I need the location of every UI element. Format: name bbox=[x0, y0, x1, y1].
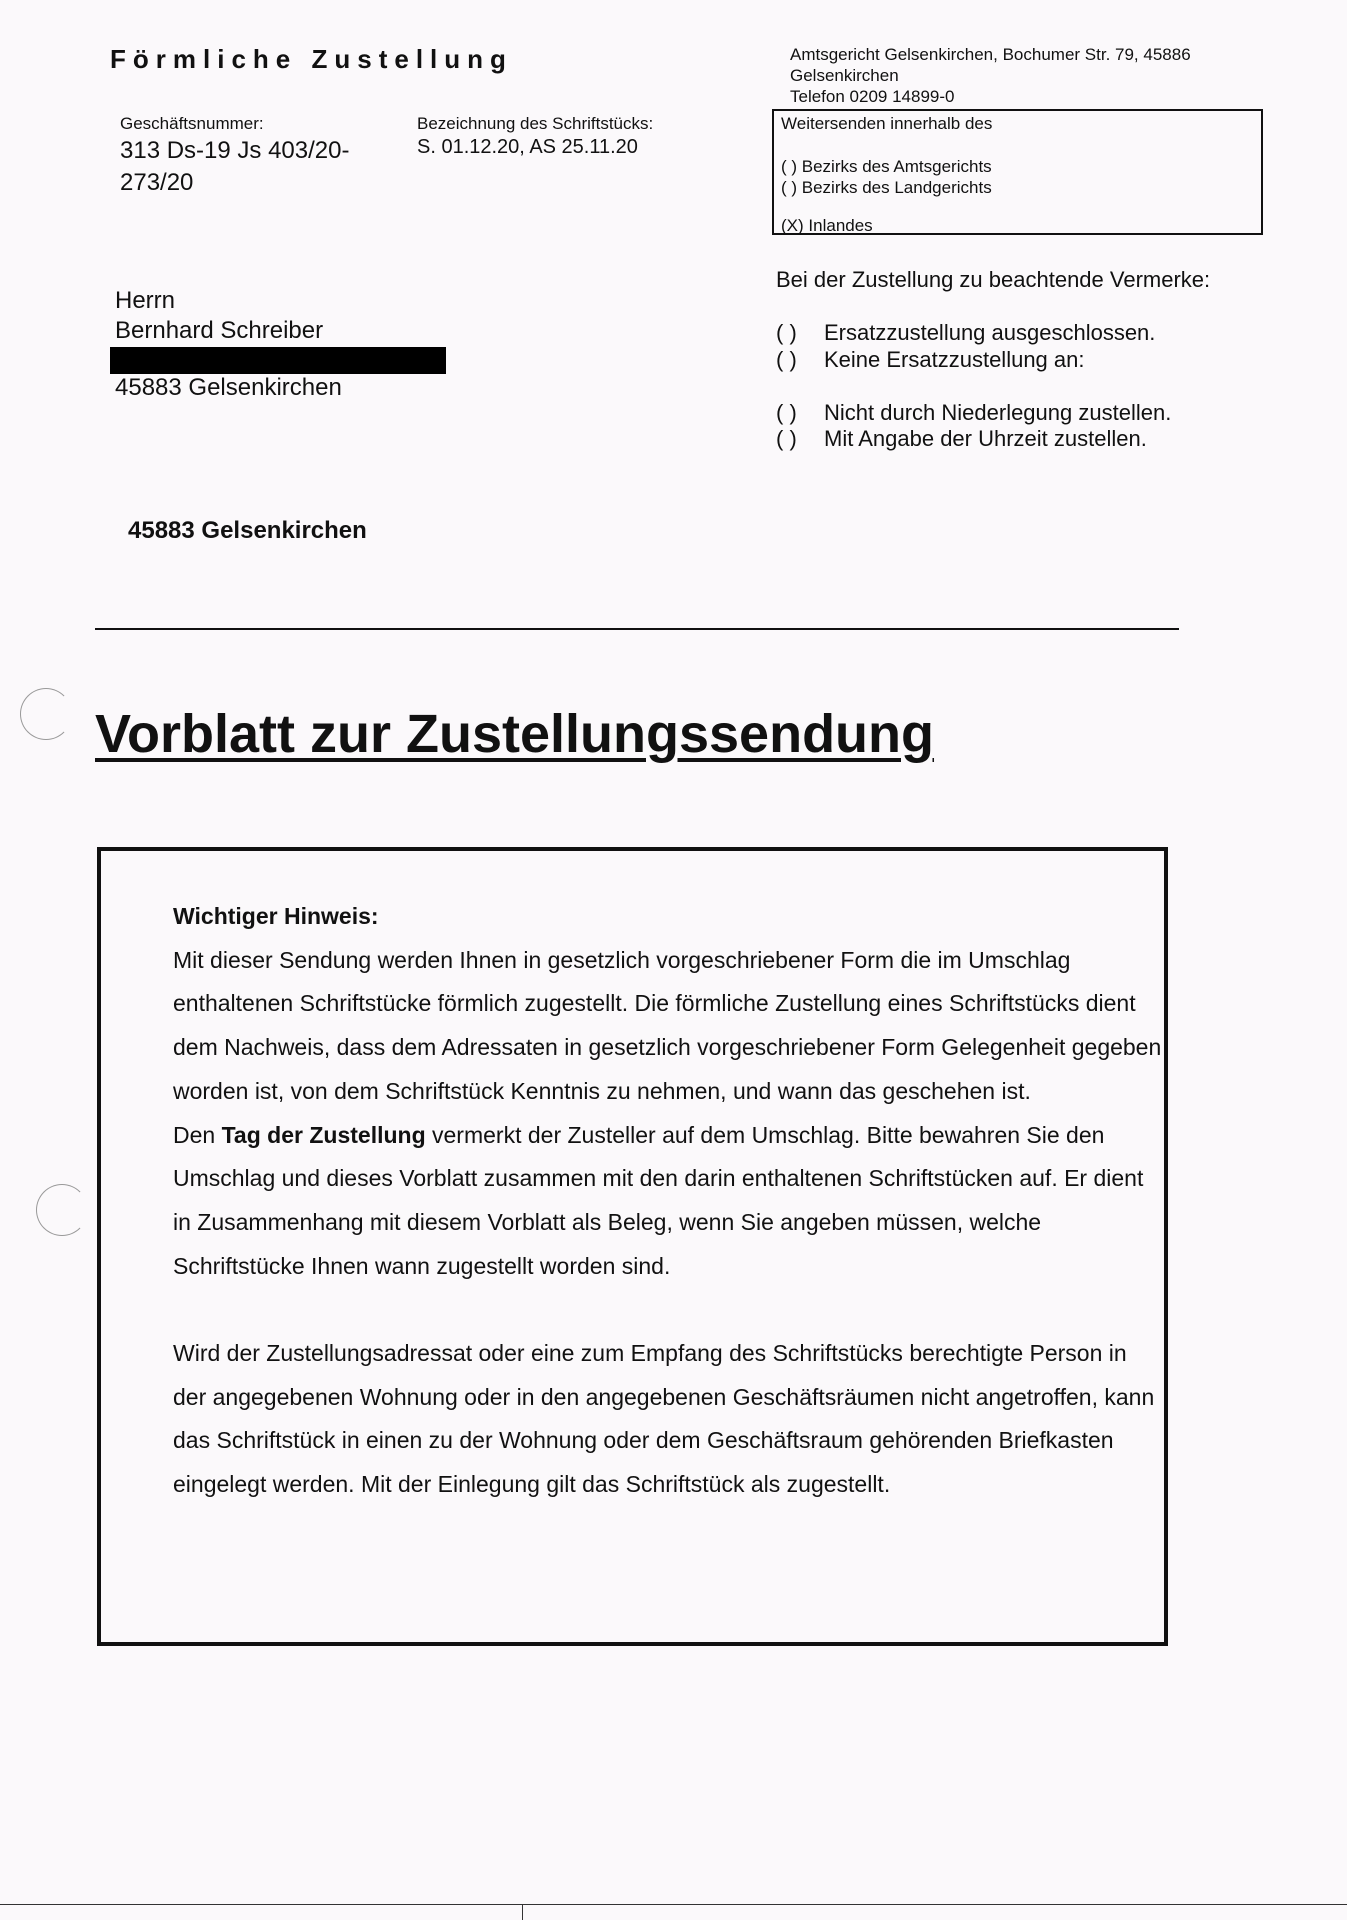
notice-paragraph-2-end: vermerkt der Zusteller auf dem Umschlag. Bitte bewahren Sie den Umschlag und dieses Vorblatt zusammen mit den darin enthaltenen Schriftstücken auf. Er dient in Zusammenhang mit diesem Vorblatt als Beleg, wenn Sie angeben müssen, welche Schriftstücke Ihnen wann zugestellt worden sind. bbox=[173, 1121, 1144, 1279]
bottom-edge-tick bbox=[522, 1904, 523, 1920]
document-value: S. 01.12.20, AS 25.11.20 bbox=[417, 136, 638, 158]
delivery-note-text: Keine Ersatzzustellung an: bbox=[824, 347, 1085, 372]
notice-paragraph-2-emphasis: Tag der Zustellung bbox=[221, 1121, 426, 1148]
delivery-note-item bbox=[776, 426, 1147, 452]
notice-text bbox=[173, 895, 1163, 1507]
forwarding-option-landgericht: ( ) Bezirks des Landgerichts bbox=[781, 178, 992, 197]
case-number-label: Geschäftsnummer: bbox=[120, 114, 264, 133]
delivery-note-text: Ersatzzustellung ausgeschlossen. bbox=[824, 320, 1156, 345]
redaction-bar bbox=[110, 347, 446, 374]
case-number-value bbox=[120, 135, 380, 199]
recipient-name: Bernhard Schreiber bbox=[115, 317, 324, 344]
paragraph-spacer bbox=[173, 1288, 1163, 1332]
punch-hole bbox=[36, 1184, 88, 1236]
forwarding-inlandes-mark: (X) bbox=[781, 216, 804, 235]
court-address-line-1: Amtsgericht Gelsenkirchen, Bochumer Str. 79, 45886 bbox=[790, 45, 1191, 64]
notice-paragraph-2 bbox=[173, 1114, 1163, 1289]
delivery-note-text: Mit Angabe der Uhrzeit zustellen. bbox=[824, 426, 1147, 451]
bottom-edge-line bbox=[0, 1904, 1347, 1905]
document-label: Bezeichnung des Schriftstücks: bbox=[417, 114, 654, 133]
forwarding-option-inlandes bbox=[781, 216, 873, 236]
court-address-line-2: Gelsenkirchen bbox=[790, 66, 899, 85]
court-address-block bbox=[790, 44, 1250, 107]
delivery-note-mark: ( ) bbox=[776, 347, 797, 372]
forwarding-title: Weitersenden innerhalb des bbox=[781, 114, 993, 133]
delivery-note-mark: ( ) bbox=[776, 320, 797, 345]
delivery-note-item bbox=[776, 400, 1171, 426]
recipient-city: 45883 Gelsenkirchen bbox=[115, 374, 342, 401]
delivery-note-mark: ( ) bbox=[776, 400, 797, 425]
notice-paragraph-1: Mit dieser Sendung werden Ihnen in gesetzlich vorgeschriebener Form die im Umschlag enthaltenen Schriftstücke förmlich zugestellt. Die förmliche Zustellung eines Schriftstücks dient dem Nachweis, dass dem Adressaten in gesetzlich vorgeschriebener Form Gelegenheit gegeben worden ist, von dem Schriftstück Kenntnis zu nehmen, und wann das geschehen ist. bbox=[173, 946, 1162, 1104]
form-title: Förmliche Zustellung bbox=[110, 44, 513, 74]
forwarding-option-amtsgericht: ( ) Bezirks des Amtsgerichts bbox=[781, 157, 992, 176]
delivery-note-item bbox=[776, 347, 1085, 373]
forwarding-box bbox=[772, 109, 1263, 235]
horizontal-divider bbox=[95, 628, 1179, 630]
page-title: Vorblatt zur Zustellungssendung bbox=[95, 704, 935, 764]
delivery-note-item bbox=[776, 320, 1155, 346]
delivery-notes-title: Bei der Zustellung zu beachtende Vermerke: bbox=[776, 267, 1211, 292]
case-number-line-2: 273/20 bbox=[120, 169, 194, 196]
punch-hole bbox=[20, 688, 72, 740]
delivery-note-mark: ( ) bbox=[776, 426, 797, 451]
forwarding-inlandes-label: Inlandes bbox=[808, 216, 873, 235]
delivery-note-text: Nicht durch Niederlegung zustellen. bbox=[824, 400, 1172, 425]
notice-title: Wichtiger Hinweis: bbox=[173, 903, 379, 929]
recipient-address bbox=[115, 286, 323, 346]
recipient-salutation: Herrn bbox=[115, 287, 176, 314]
case-number-line-1: 313 Ds-19 Js 403/20- bbox=[120, 137, 350, 164]
notice-paragraph-3: Wird der Zustellungsadressat oder eine zum Empfang des Schriftstücks berechtigte Person in der angegebenen Wohnung oder in den angegebenen Geschäftsräumen nicht angetroffen, kann das Schriftstück in einen zu der Wohnung oder dem Geschäftsraum gehörenden Briefkasten eingelegt werden. Mit der Einlegung gilt das Schriftstück als zugestellt. bbox=[173, 1340, 1155, 1498]
recipient-city-bold: 45883 Gelsenkirchen bbox=[128, 517, 367, 544]
notice-paragraph-2-start: Den bbox=[173, 1121, 216, 1148]
court-phone: Telefon 0209 14899-0 bbox=[790, 87, 955, 106]
